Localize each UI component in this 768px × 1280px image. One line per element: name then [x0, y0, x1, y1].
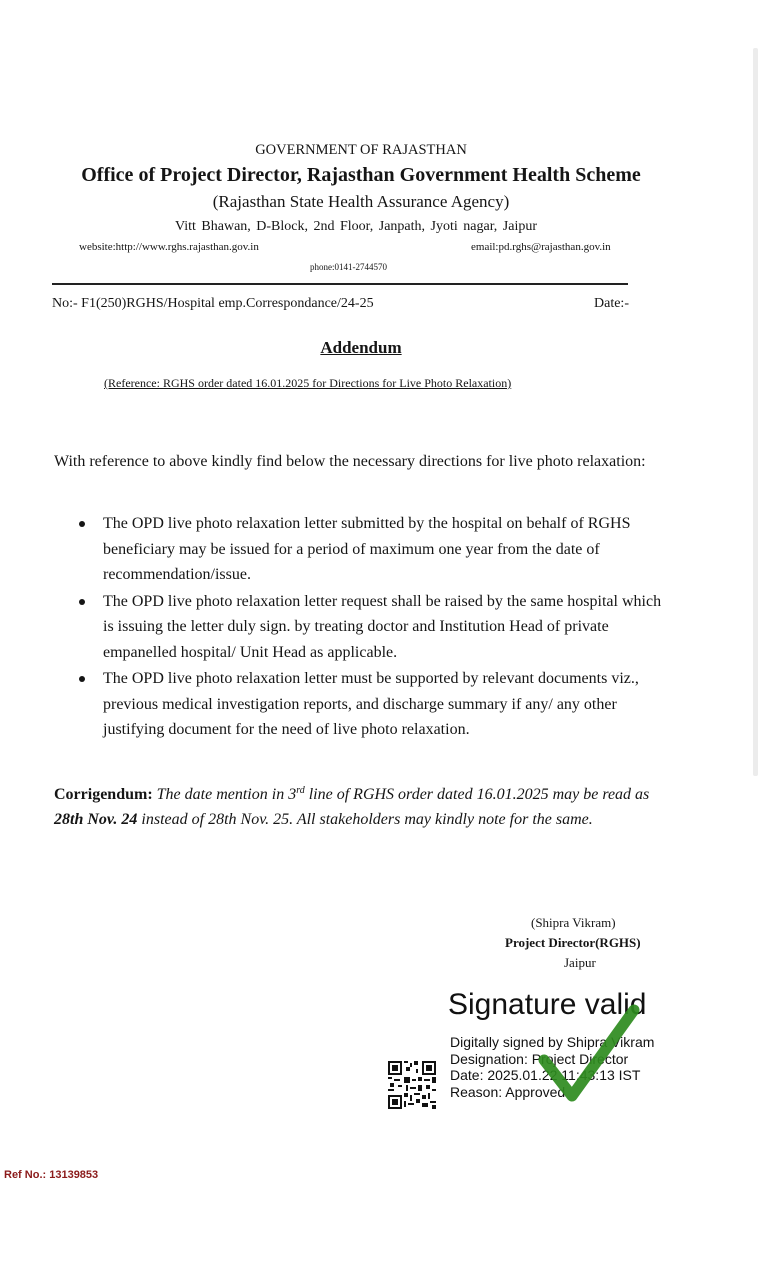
header-address: Vitt Bhawan, D-Block, 2nd Floor, Janpath, Jyoti nagar, Jaipur: [174, 219, 538, 234]
signatory-place: Jaipur: [564, 955, 596, 970]
date-label: Date:-: [594, 296, 629, 311]
scrollbar[interactable]: [753, 48, 758, 776]
corrigendum-highlight: 28th Nov. 24: [54, 811, 138, 828]
direction-item: The OPD live photo relaxation letter request shall be raised by the same hospital which is issuing the letter duly sign. by treating doctor and Institution Head of private empanelled hospital/ Unit Head as applicable.: [54, 589, 674, 666]
header-government: GOVERNMENT OF RAJASTHAN: [255, 142, 467, 158]
header-office-title: Office of Project Director, Rajasthan Government Health Scheme: [81, 164, 641, 186]
reference-number: No:- F1(250)RGHS/Hospital emp.Correspondance/24-25: [52, 296, 374, 311]
directions-list: [54, 511, 674, 744]
checkmark-icon: [534, 1000, 646, 1112]
corrigendum-label: Corrigendum:: [54, 786, 153, 803]
signatory-designation: Project Director(RGHS): [505, 935, 641, 950]
document-title: Addendum: [320, 338, 402, 357]
order-reference: (Reference: RGHS order dated 16.01.2025 for Directions for Live Photo Relaxation): [104, 376, 512, 390]
header-agency: (Rajasthan State Health Assurance Agency): [212, 192, 510, 211]
signature-designation: Designation: Project Director: [450, 1050, 629, 1067]
footer-reference-number: Ref No.: 13139853: [4, 1169, 99, 1181]
signatory-name: (Shipra Vikram): [531, 915, 616, 930]
direction-item: The OPD live photo relaxation letter submitted by the hospital on behalf of RGHS beneficiary may be issued for a period of maximum one year from the date of recommendation/issue.: [54, 511, 674, 588]
corrigendum-paragraph: [54, 782, 664, 832]
intro-paragraph: With reference to above kindly find below the necessary directions for live photo relaxation:: [54, 453, 646, 470]
corrigendum-text-1: The date mention in 3: [156, 786, 297, 803]
signature-status: Signature valid: [448, 988, 647, 1021]
signature-date: Date: 2025.01.22 11:43:13 IST: [450, 1067, 641, 1083]
header-phone: phone:0141-2744570: [310, 262, 387, 272]
direction-item: The OPD live photo relaxation letter must be supported by relevant documents viz., previous medical investigation reports, and discharge summary if any/ any other justifying document for the need of live photo relaxation.: [54, 666, 674, 743]
signature-signed-by: Digitally signed by Shipra Vikram: [450, 1034, 655, 1050]
corrigendum-text-3: instead of 28th Nov. 25. All stakeholders may kindly note for the same.: [137, 811, 593, 828]
signature-reason: Reason: Approved: [450, 1083, 566, 1100]
corrigendum-text-2: line of RGHS order dated 16.01.2025 may be read as: [304, 786, 650, 803]
header-email: email:pd.rghs@rajasthan.gov.in: [471, 241, 611, 253]
corrigendum-superscript: rd: [296, 785, 305, 796]
header-website: website:http://www.rghs.rajasthan.gov.in: [79, 241, 259, 253]
qr-code-icon: [388, 1061, 436, 1109]
header-divider: [52, 283, 628, 285]
